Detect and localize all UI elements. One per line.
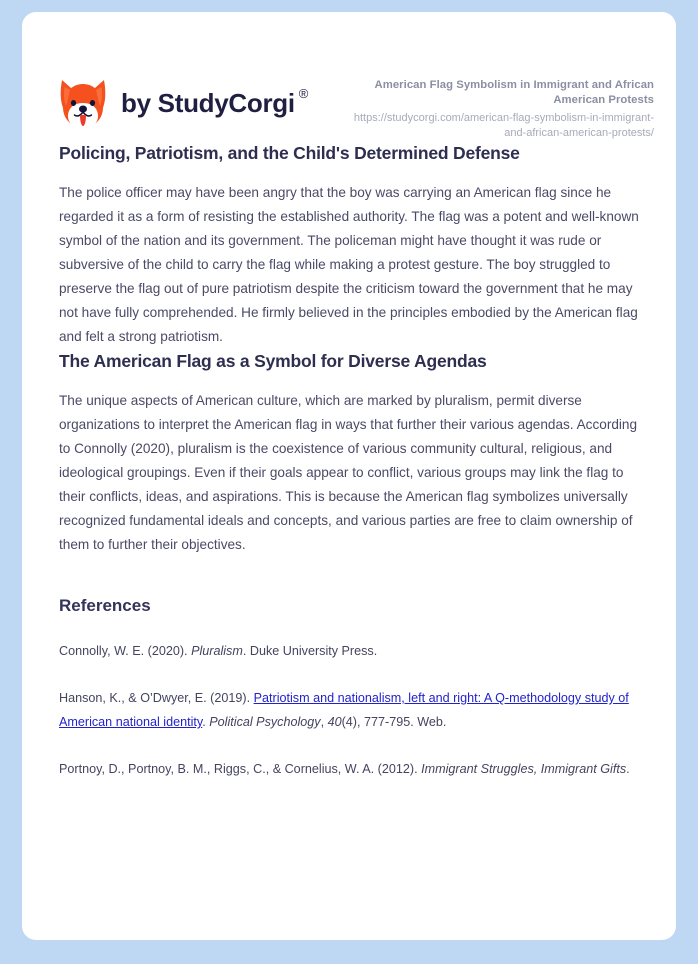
reference-author-year: Hanson, K., & O’Dwyer, E. (2019). [59, 691, 254, 705]
section-heading-2: The American Flag as a Symbol for Diverse Agendas [59, 351, 487, 371]
document-header [22, 12, 676, 141]
reference-tail: . [626, 762, 630, 776]
header-meta [336, 69, 654, 141]
section-heading-1: Policing, Patriotism, and the Child's Determined Defense [59, 143, 520, 163]
reference-author-year: Portnoy, D., Portnoy, B. M., Riggs, C., & Cornelius, W. A. (2012). [59, 762, 422, 776]
document-title: American Flag Symbolism in Immigrant and African American Protests [374, 79, 654, 106]
brand-name [121, 85, 309, 119]
reference-author-year: Connolly, W. E. (2020). [59, 644, 188, 658]
document-url: https://studycorgi.com/american-flag-symbolism-in-immigrant-and-african-american-protests/ [353, 112, 654, 139]
reference-item [59, 757, 639, 781]
section-paragraph-2: The unique aspects of American culture, which are marked by pluralism, permit diverse organizations to interpret the American flag in ways that further their various agendas. According to Connolly (2020), pluralism is the coexistence of various community cultural, religious, and ideological groupings. Even if their goals appear to conflict, various groups may link the flag to their conflicts, ideas, and aspirations. This is because the American flag symbolizes universally recognized fundamental ideals and concepts, and various parties are free to claim ownership of them to further their objectives. [59, 393, 638, 552]
reference-tail: (4), 777-795. Web. [341, 715, 447, 729]
brand-logo-group[interactable] [58, 69, 308, 129]
reference-tail: . Duke University Press. [242, 644, 378, 658]
reference-link[interactable]: Patriotism and nationalism, left and right: A Q-methodology study of American national identity [59, 691, 629, 729]
corgi-logo-icon [58, 77, 108, 129]
document-card [22, 12, 676, 940]
reference-volume-italic: 40 [327, 715, 342, 729]
reference-item [59, 639, 639, 663]
section-paragraph-1: The police officer may have been angry that the boy was carrying an American flag since he regarded it as a form of resisting the established authority. The flag was a potent and well-known symbol of the nation and its government. The policeman might have thought it was rude or subversive of the child to carry the flag while making a protest gesture. The boy struggled to preserve the flag out of pure patriotism despite the criticism toward the government that he may not have fully comprehended. He firmly believed in the principles embodied by the American flag and felt a strong patriotism. [59, 185, 639, 344]
reference-item: Hanson, K., & O’Dwyer, E. (2019). Patriotism and nationalism, left and right: A Q-methodology study of American national identity. Political Psychology, 40(4), 777-795. Web. [59, 691, 629, 729]
references-heading: References [59, 596, 151, 615]
document-body [22, 141, 676, 781]
reference-title-italic: Immigrant Struggles, Immigrant Gifts [421, 762, 627, 776]
reference-title-italic: Pluralism [191, 644, 243, 658]
registered-trademark-mark: ® [298, 85, 309, 101]
reference-journal-italic: Political Psychology [209, 715, 321, 729]
brand-name-text: by StudyCorgi [121, 87, 295, 118]
